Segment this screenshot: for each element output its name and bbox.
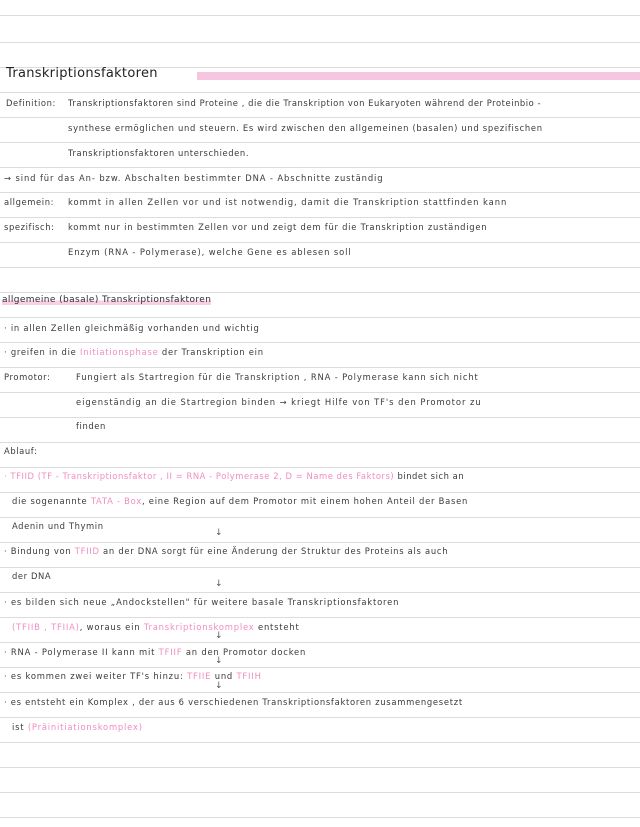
spezifisch-text-2: Enzym (RNA - Polymerase), welche Gene es ablesen soll [68, 247, 352, 257]
promotor-label: Promotor: [4, 372, 51, 382]
spezifisch-text: kommt nur in bestimmten Zellen vor und zeigt dem für die Transkription zuständigen [68, 222, 488, 232]
bullet-initiationsphase: · greifen in die Initiationsphase der Transkription ein [4, 347, 264, 357]
step-tfiid-line-2: die sogenannte TATA - Box, eine Region auf dem Promotor mit einem hohen Anteil der Basen [12, 496, 469, 506]
step-rna-polymerase: · RNA - Polymerase II kann mit TFIIF an den Promotor docken [4, 647, 307, 657]
arrow-down-icon: ↓ [215, 656, 223, 666]
praeinitiationskomplex-term: (Präinitiationskomplex) [27, 722, 143, 732]
allgemein-label: allgemein: [4, 197, 55, 207]
step-bindung-line-2: der DNA [12, 571, 52, 581]
tata-box-term: TATA - Box [90, 496, 142, 506]
step-tfiid-line-3: Adenin und Thymin [12, 521, 104, 531]
step-bindung: · Bindung von TFIID an der DNA sorgt für eine Änderung der Struktur des Proteins als auch [4, 546, 449, 556]
definition-line-1: Transkriptionsfaktoren sind Proteine , die die Transkription von Eukaryoten während der Proteinbio - [68, 98, 542, 108]
step-komplex: · es entsteht ein Komplex , der aus 6 verschiedenen Transkriptionsfaktoren zusammengesetzt [4, 697, 463, 707]
promotor-text-3: finden [76, 421, 106, 431]
intro-line: → sind für das An- bzw. Abschalten bestimmter DNA - Abschnitte zuständig [4, 173, 384, 183]
arrow-down-icon: ↓ [215, 681, 223, 691]
definition-line-3: Transkriptionsfaktoren unterschieden. [68, 148, 250, 158]
definition-label: Definition: [6, 98, 56, 108]
step-tfiid: · TFIID (TF - Transkriptionsfaktor , II = RNA - Polymerase 2, D = Name des Faktors) bindet sich an [4, 471, 465, 481]
arrow-down-icon: ↓ [215, 631, 223, 641]
promotor-text-2: eigenständig an die Startregion binden → kriegt Hilfe von TF's den Promotor zu [76, 397, 482, 407]
step-zwei-tfs: · es kommen zwei weiter TF's hinzu: TFIIE und TFIIH [4, 671, 262, 681]
title-highlight [197, 72, 640, 80]
arrow-down-icon: ↓ [215, 528, 223, 538]
transkriptionskomplex-term: Transkriptionskomplex [143, 622, 255, 632]
allgemein-text: kommt in allen Zellen vor und ist notwendig, damit die Transkription stattfinden kann [68, 197, 508, 207]
definition-line-2: synthese ermöglichen und steuern. Es wird zwischen den allgemeinen (basalen) und spezifischen [68, 123, 543, 133]
promotor-text-1: Fungiert als Startregion für die Transkription , RNA - Polymerase kann sich nicht [76, 372, 479, 382]
bullet-vorhanden: · in allen Zellen gleichmäßig vorhanden und wichtig [4, 323, 260, 333]
initiationsphase-term: Initiationsphase [79, 347, 159, 357]
ablauf-heading: Ablauf: [4, 446, 38, 456]
spezifisch-label: spezifisch: [4, 222, 55, 232]
step-transkriptionskomplex: (TFIIB , TFIIA), woraus ein Transkriptionskomplex entsteht [12, 622, 300, 632]
page-title: Transkriptionsfaktoren [6, 66, 158, 81]
step-andockstellen: · es bilden sich neue „Andockstellen" für weitere basale Transkriptionsfaktoren [4, 597, 400, 607]
step-praeinitiation: ist (Präinitiationskomplex) [12, 722, 143, 732]
arrow-down-icon: ↓ [215, 579, 223, 589]
section-heading: allgemeine (basale) Transkriptionsfaktoren [2, 295, 212, 305]
